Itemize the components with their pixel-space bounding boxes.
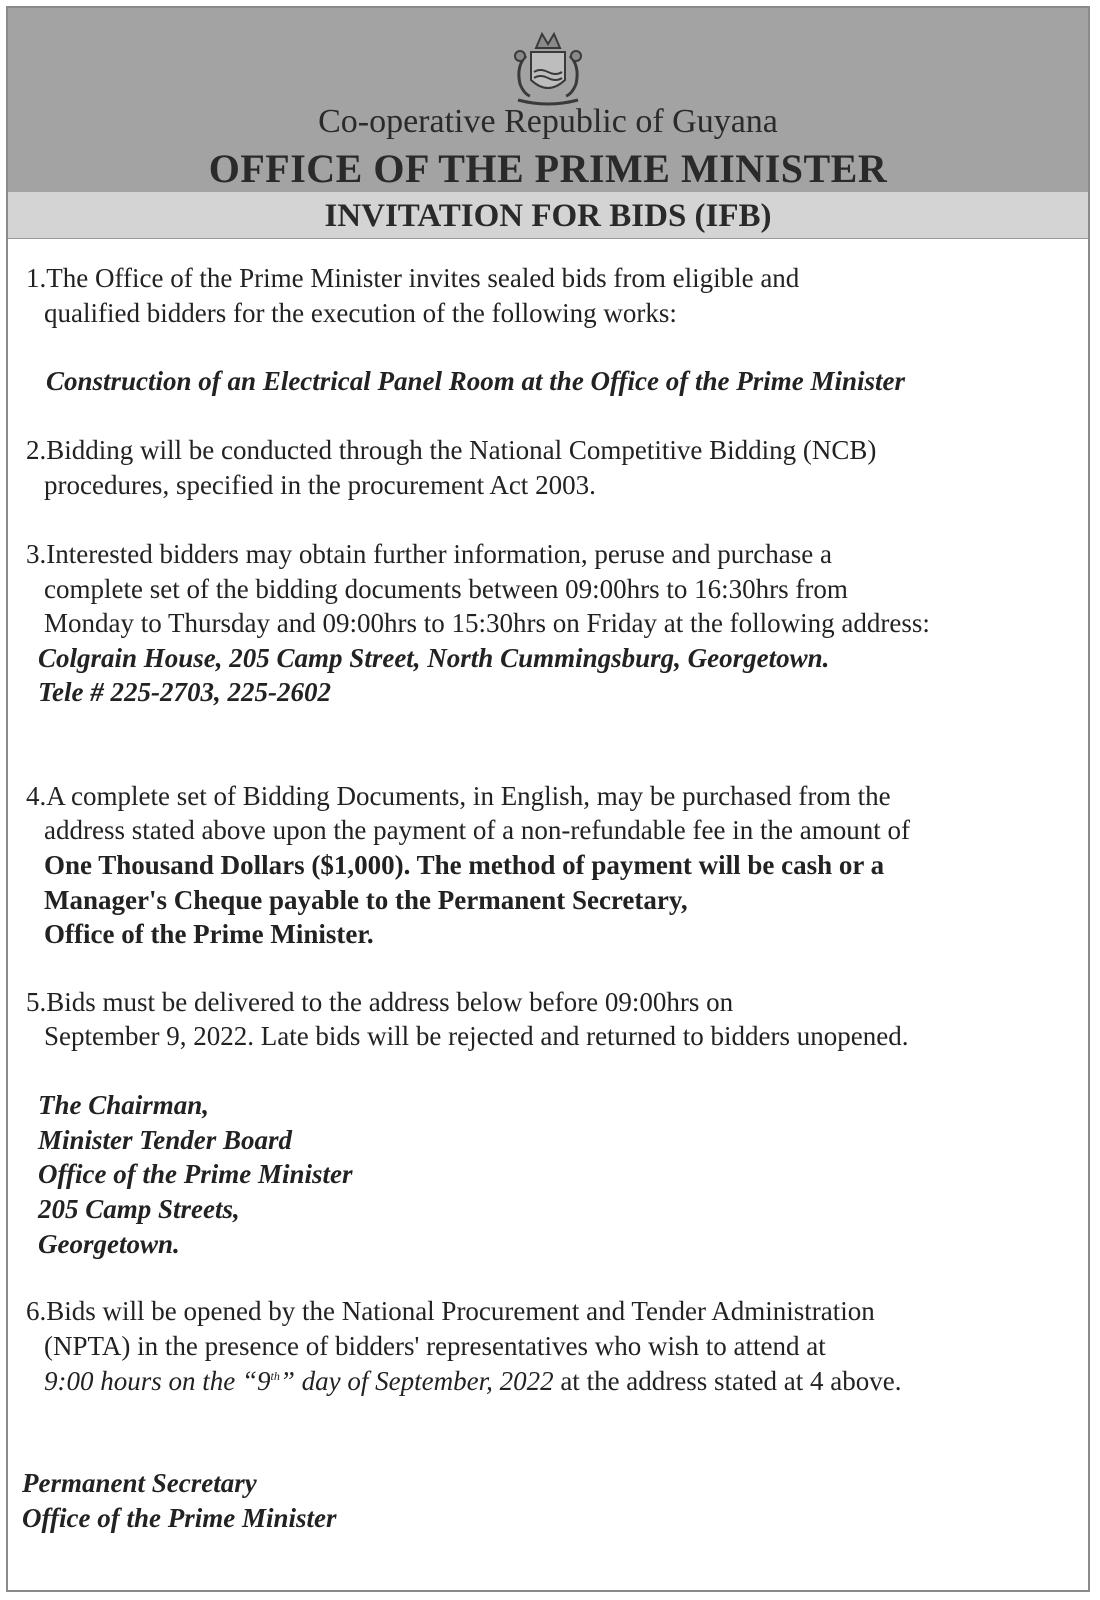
address-line: Office of the Prime Minister <box>38 1159 353 1189</box>
notice-frame <box>6 6 1090 1592</box>
item4-line5: Office of the Prime Minister. <box>44 919 374 949</box>
address-line: Minister Tender Board <box>38 1125 293 1155</box>
item5-line2: September 9, 2022. Late bids will be rejected and returned to bidders unopened. <box>44 1021 909 1051</box>
opening-time-text: 9:00 hours on the “9 <box>44 1366 271 1396</box>
item1-works-title: Construction of an Electrical Panel Room at the Office of the Prime Minister <box>46 366 906 396</box>
address-line: The Chairman, <box>38 1090 210 1120</box>
signature-title: Permanent Secretary <box>22 1468 257 1498</box>
opening-date-text: ” day of September, 2022 <box>279 1366 554 1396</box>
item3-line2: complete set of the bidding documents between 09:00hrs to 16:30hrs from <box>44 574 848 604</box>
item4-line1: 4.A complete set of Bidding Documents, in English, may be purchased from the <box>26 781 891 811</box>
header-band <box>8 8 1088 192</box>
item3-line1: 3.Interested bidders may obtain further information, peruse and purchase a <box>26 539 832 569</box>
office-name: OFFICE OF THE PRIME MINISTER <box>208 146 888 191</box>
coat-of-arms-icon <box>498 26 598 110</box>
item1-line2: qualified bidders for the execution of the following works: <box>44 298 677 328</box>
item6-line2: (NPTA) in the presence of bidders' representatives who wish to attend at <box>44 1331 826 1361</box>
item6-line3-rest: at the address stated at 4 above. <box>553 1366 902 1396</box>
item4-line3: One Thousand Dollars ($1,000). The method of payment will be cash or a <box>44 850 885 880</box>
item6-line1: 6.Bids will be opened by the National Procurement and Tender Administration <box>26 1296 875 1326</box>
item2-line1: 2.Bidding will be conducted through the National Competitive Bidding (NCB) <box>26 435 877 465</box>
item5-line1: 5.Bids must be delivered to the address below before 09:00hrs on <box>26 987 734 1017</box>
item3-telephone: Tele # 225-2703, 225-2602 <box>38 677 331 707</box>
country-name: Co-operative Republic of Guyana <box>318 103 778 140</box>
signature-office: Office of the Prime Minister <box>22 1503 337 1533</box>
item3-address: Colgrain House, 205 Camp Street, North Cummingsburg, Georgetown. <box>38 643 830 673</box>
address-line: Georgetown. <box>38 1229 180 1259</box>
item6-line3 <box>44 1365 901 1397</box>
item2-line2: procedures, specified in the procurement Act 2003. <box>44 470 596 500</box>
item3-line3: Monday to Thursday and 09:00hrs to 15:30hrs on Friday at the following address: <box>44 608 930 638</box>
item1-line1: 1.The Office of the Prime Minister invites sealed bids from eligible and <box>26 263 800 293</box>
item4-line2: address stated above upon the payment of a non-refundable fee in the amount of <box>44 815 910 845</box>
item4-line4: Manager's Cheque payable to the Permanent Secretary, <box>44 885 688 915</box>
ifb-title: INVITATION FOR BIDS (IFB) <box>324 198 772 234</box>
ordinal-suffix: th <box>270 1369 280 1383</box>
address-line: 205 Camp Streets, <box>38 1194 240 1224</box>
